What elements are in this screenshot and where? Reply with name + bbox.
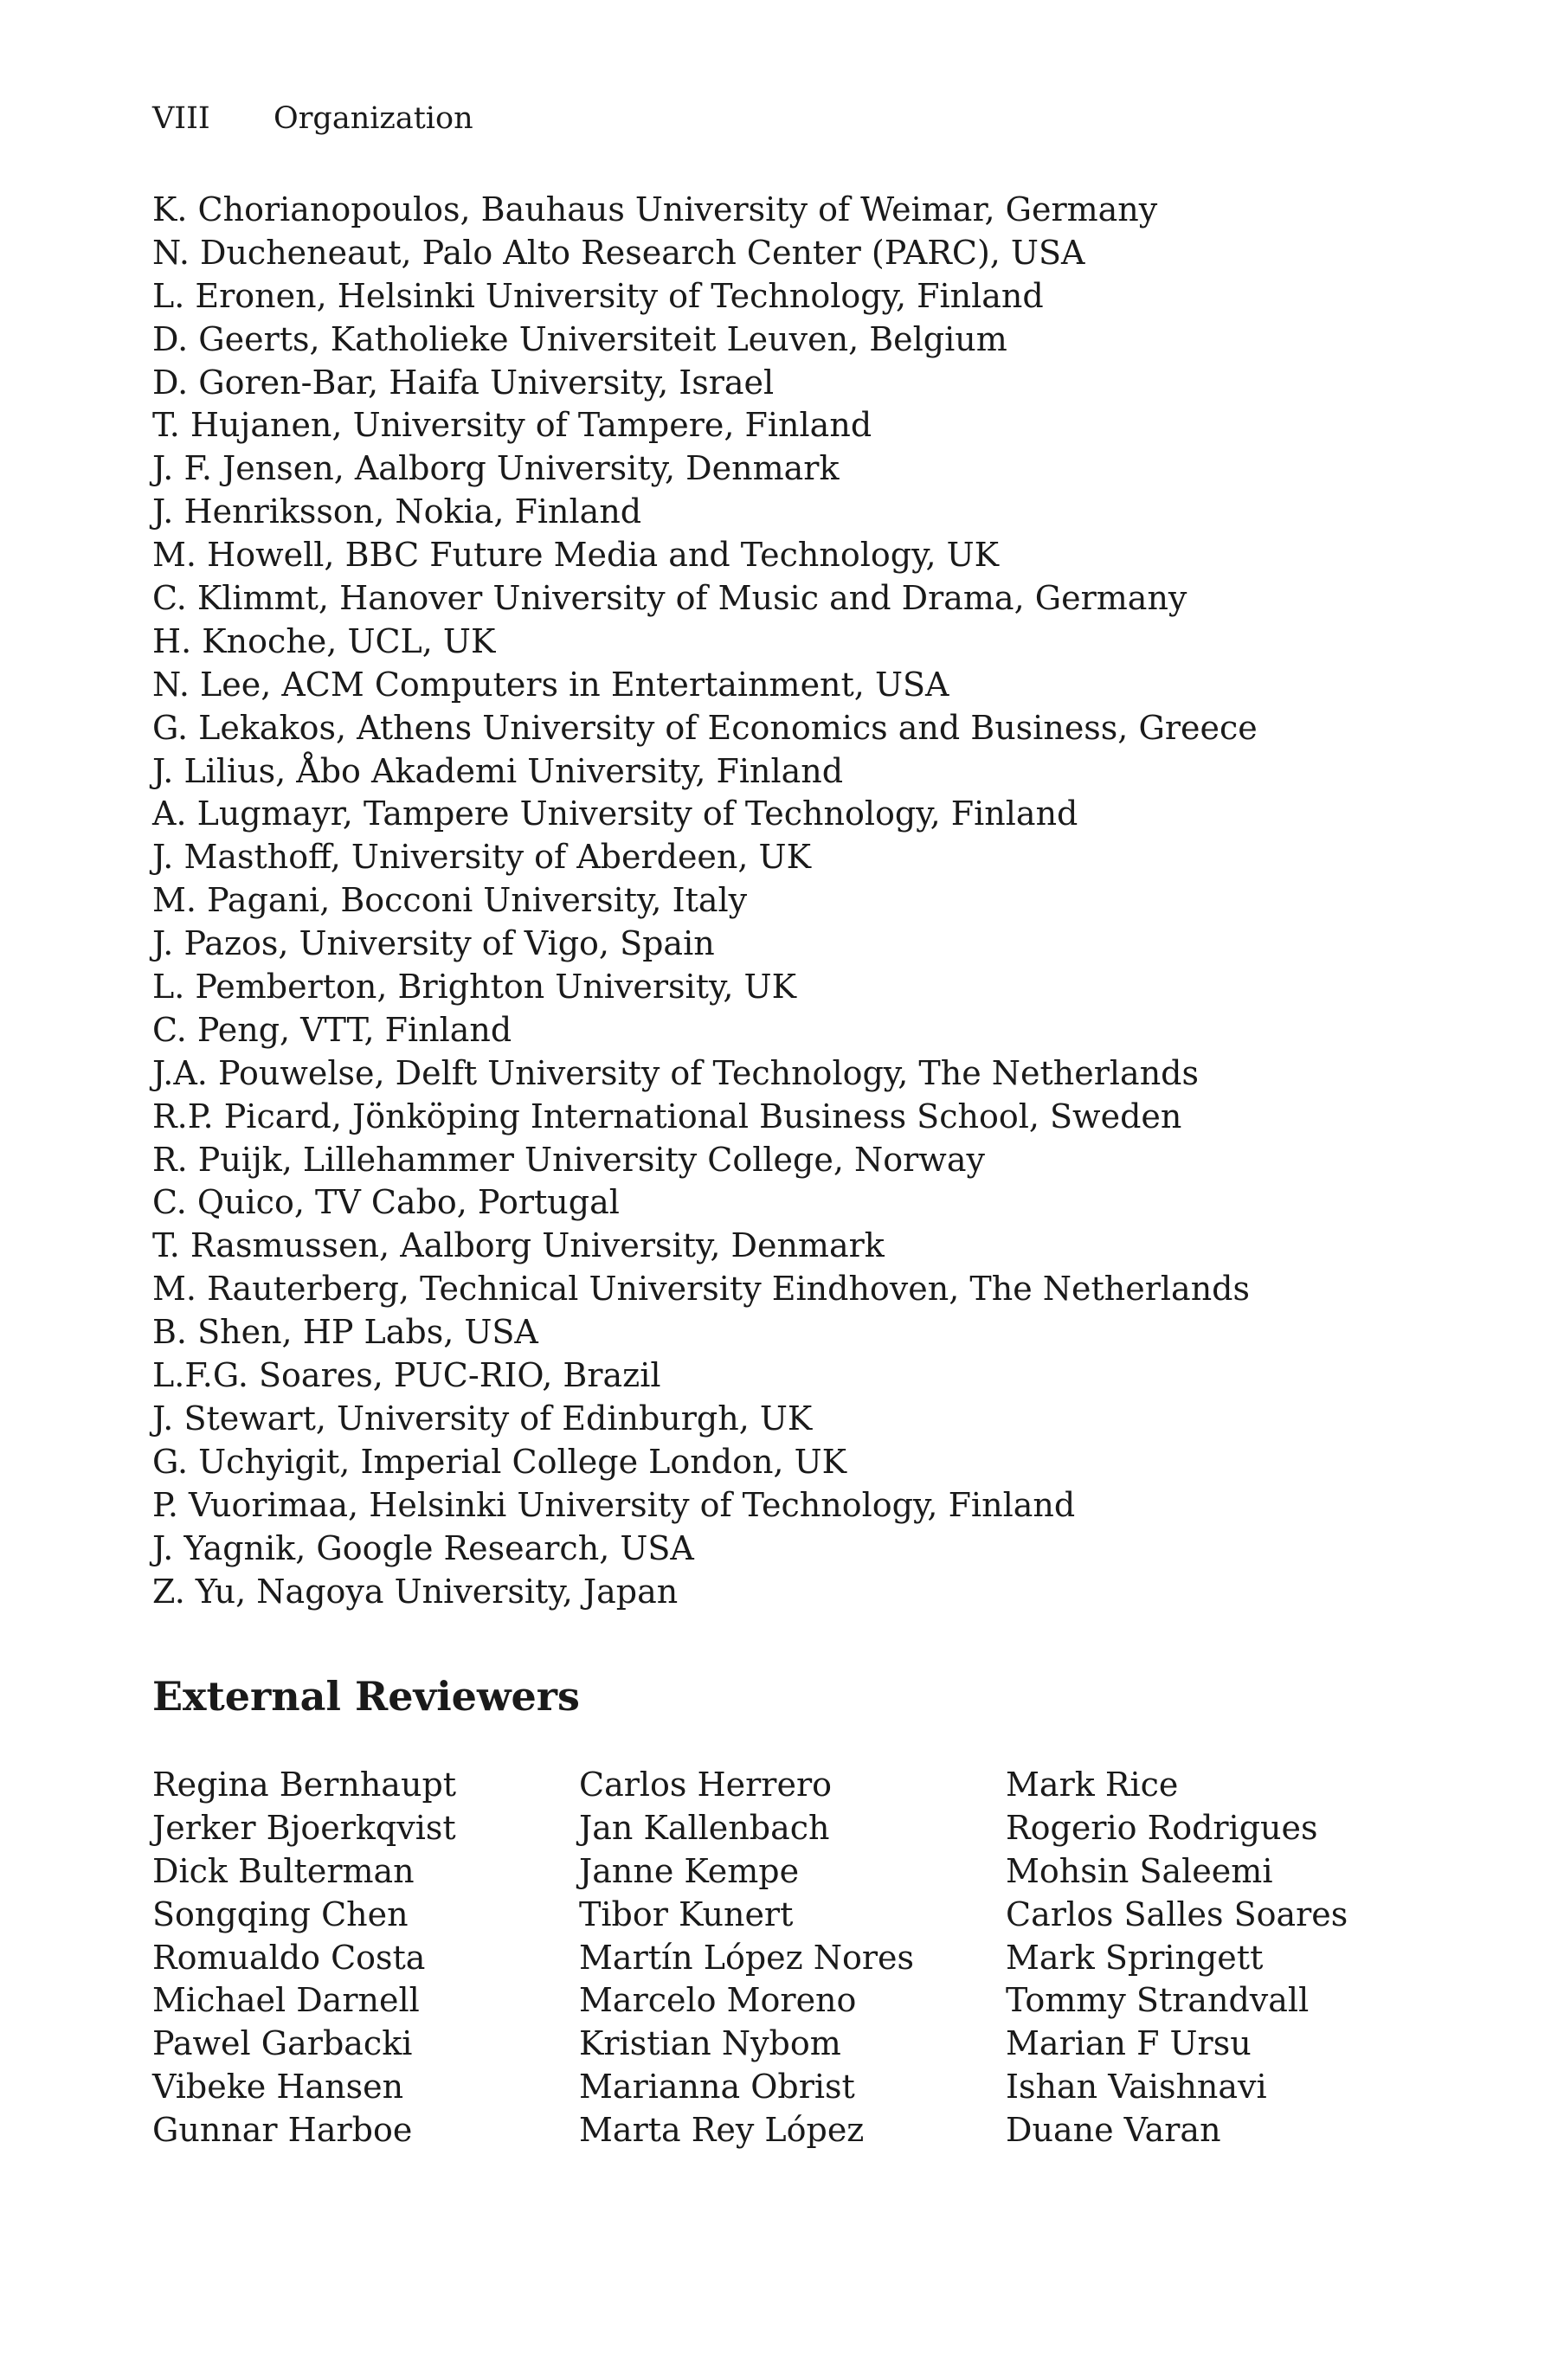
reviewer-name: Tibor Kunert <box>579 1894 794 1933</box>
program-committee-list <box>152 189 1258 1613</box>
committee-member: J. Lilius, Åbo Akademi University, Finland <box>152 751 844 790</box>
committee-member: C. Peng, VTT, Finland <box>152 1010 512 1049</box>
committee-member: L. Eronen, Helsinki University of Technology, Finland <box>152 276 1044 315</box>
reviewer-name: Marcelo Moreno <box>579 1981 857 2020</box>
reviewer-name: Duane Varan <box>1006 2111 1221 2150</box>
page-number: VIII <box>152 101 210 136</box>
reviewer-name: Michael Darnell <box>152 1981 420 2020</box>
running-title: Organization <box>274 101 473 136</box>
committee-member: N. Ducheneaut, Palo Alto Research Center (PARC), USA <box>152 233 1085 272</box>
committee-member: J.A. Pouwelse, Delft University of Technology, The Netherlands <box>152 1053 1200 1092</box>
committee-member: G. Uchyigit, Imperial College London, UK <box>152 1442 847 1481</box>
reviewer-name: Romualdo Costa <box>152 1938 426 1977</box>
committee-member: N. Lee, ACM Computers in Entertainment, USA <box>152 665 949 704</box>
committee-member: G. Lekakos, Athens University of Economics and Business, Greece <box>152 708 1258 747</box>
reviewer-name: Carlos Herrero <box>579 1766 832 1804</box>
reviewer-column-1 <box>152 1764 579 2152</box>
reviewer-column-2 <box>579 1764 1006 2152</box>
committee-member: C. Quico, TV Cabo, Portugal <box>152 1183 620 1222</box>
reviewer-name: Marta Rey López <box>579 2111 865 2150</box>
reviewer-name: Vibeke Hansen <box>152 2068 404 2107</box>
reviewer-name: Kristian Nybom <box>579 2024 841 2063</box>
committee-member: D. Geerts, Katholieke Universiteit Leuven, Belgium <box>152 319 1007 358</box>
committee-member: J. F. Jensen, Aalborg University, Denmark <box>152 449 840 488</box>
committee-member: R. Puijk, Lillehammer University College, Norway <box>152 1140 985 1179</box>
committee-member: H. Knoche, UCL, UK <box>152 621 496 660</box>
reviewer-name: Pawel Garbacki <box>152 2024 413 2063</box>
committee-member: C. Klimmt, Hanover University of Music and Drama, Germany <box>152 579 1187 618</box>
committee-member: J. Pazos, University of Vigo, Spain <box>152 924 715 963</box>
reviewer-name: Martín López Nores <box>579 1938 915 1977</box>
reviewer-name: Gunnar Harboe <box>152 2111 413 2150</box>
committee-member: M. Rauterberg, Technical University Eindhoven, The Netherlands <box>152 1270 1251 1309</box>
reviewer-name: Regina Bernhaupt <box>152 1766 457 1804</box>
committee-member: L. Pemberton, Brighton University, UK <box>152 968 796 1007</box>
reviewer-name: Mark Springett <box>1006 1938 1264 1977</box>
reviewer-name: Jan Kallenbach <box>579 1808 830 1847</box>
committee-member: T. Hujanen, University of Tampere, Finland <box>152 406 872 445</box>
committee-member: R.P. Picard, Jönköping International Business School, Sweden <box>152 1097 1182 1135</box>
reviewer-name: Dick Bulterman <box>152 1851 415 1890</box>
committee-member: K. Chorianopoulos, Bauhaus University of Weimar, Germany <box>152 190 1158 228</box>
reviewer-name: Mohsin Saleemi <box>1006 1851 1273 1890</box>
committee-member: J. Yagnik, Google Research, USA <box>152 1528 694 1567</box>
committee-member: Z. Yu, Nagoya University, Japan <box>152 1572 679 1611</box>
committee-member: L.F.G. Soares, PUC-RIO, Brazil <box>152 1356 661 1395</box>
committee-member: J. Henriksson, Nokia, Finland <box>152 492 642 531</box>
reviewer-name: Janne Kempe <box>579 1851 800 1890</box>
running-head <box>152 97 473 140</box>
external-reviewers-heading: External Reviewers <box>152 1673 580 1720</box>
reviewer-name: Tommy Strandvall <box>1006 1981 1310 2020</box>
external-reviewers-grid <box>152 1764 1387 2152</box>
reviewer-name: Carlos Salles Soares <box>1006 1894 1348 1933</box>
committee-member: M. Pagani, Bocconi University, Italy <box>152 881 748 920</box>
reviewer-name: Jerker Bjoerkqvist <box>152 1808 456 1847</box>
committee-member: T. Rasmussen, Aalborg University, Denmark <box>152 1226 885 1265</box>
reviewer-name: Mark Rice <box>1006 1766 1179 1804</box>
committee-member: A. Lugmayr, Tampere University of Technology, Finland <box>152 794 1078 833</box>
reviewer-column-3 <box>1006 1764 1387 2152</box>
committee-member: J. Masthoff, University of Aberdeen, UK <box>152 838 811 877</box>
reviewer-name: Marianna Obrist <box>579 2068 855 2107</box>
reviewer-name: Rogerio Rodrigues <box>1006 1808 1318 1847</box>
reviewer-name: Ishan Vaishnavi <box>1006 2068 1267 2107</box>
reviewer-name: Songqing Chen <box>152 1894 409 1933</box>
committee-member: M. Howell, BBC Future Media and Technology, UK <box>152 536 1000 575</box>
committee-member: J. Stewart, University of Edinburgh, UK <box>152 1399 813 1438</box>
committee-member: P. Vuorimaa, Helsinki University of Technology, Finland <box>152 1485 1076 1524</box>
committee-member: B. Shen, HP Labs, USA <box>152 1313 538 1352</box>
committee-member: D. Goren-Bar, Haifa University, Israel <box>152 363 775 402</box>
reviewer-name: Marian F Ursu <box>1006 2024 1252 2063</box>
